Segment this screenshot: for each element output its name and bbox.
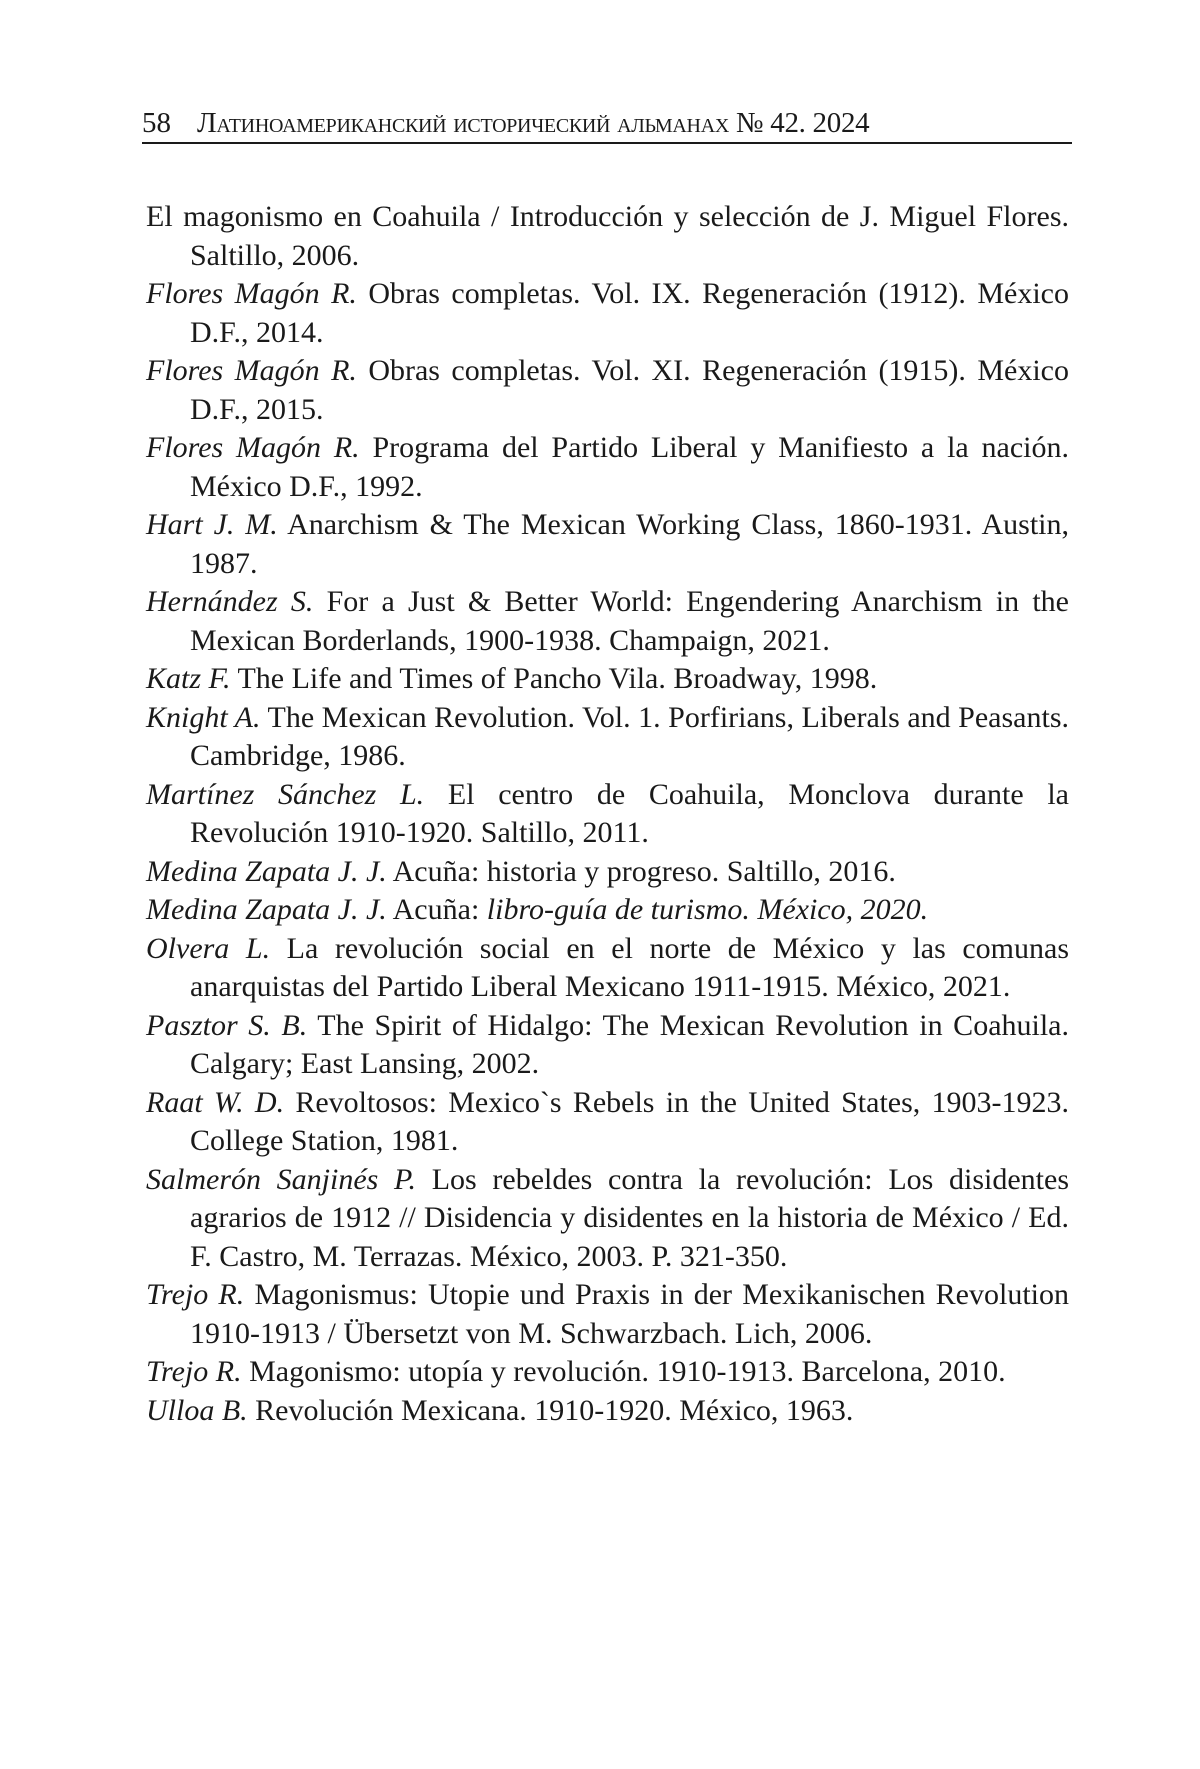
- reference-author: Pasztor S. B.: [146, 1008, 308, 1042]
- reference-author: Martínez Sánchez L.: [146, 777, 425, 811]
- reference-author: Hart J. M.: [146, 508, 278, 541]
- reference-text: Anarchism & The Mexican Working Class, 1860-1931. Austin, 1987.: [190, 508, 1070, 580]
- reference-entry: [146, 429, 1069, 506]
- reference-author: Flores Magón R.: [146, 277, 357, 310]
- reference-text: La revolución social en el norte de México y las comunas anarquistas del Partido Liberal Mexicano 1911-1915. México, 2021.: [190, 931, 1070, 1003]
- reference-author: Flores Magón R.: [146, 354, 357, 387]
- reference-entry: [146, 583, 1069, 660]
- reference-author: Knight A.: [146, 700, 261, 734]
- reference-entry: [146, 660, 1069, 699]
- reference-author: Trejo R.: [146, 1278, 245, 1311]
- reference-text: Programa del Partido Liberal y Manifiesto a la nación. México D.F., 1992.: [190, 431, 1070, 503]
- reference-author: Medina Zapata J. J.: [146, 854, 387, 888]
- reference-entry: [146, 1353, 1069, 1392]
- reference-author: Olvera L.: [146, 931, 271, 965]
- reference-entry: [146, 1161, 1069, 1277]
- reference-entry: [146, 776, 1069, 853]
- reference-text: The Mexican Revolution. Vol. 1. Porfirians, Liberals and Peasants. Cambridge, 1986.: [190, 700, 1069, 772]
- reference-author: Trejo R.: [146, 1355, 242, 1388]
- reference-entry: [146, 506, 1069, 583]
- reference-text: Acuña:: [386, 893, 487, 926]
- reference-author: Katz F.: [146, 662, 231, 695]
- reference-entry: [146, 1276, 1069, 1353]
- reference-entry: [146, 699, 1069, 776]
- reference-author: Ulloa B.: [146, 1393, 248, 1427]
- reference-text: Acuña: historia y progreso. Saltillo, 2016.: [386, 854, 896, 888]
- reference-author: Hernández S.: [146, 585, 314, 618]
- reference-entry: [146, 930, 1069, 1007]
- reference-entry: [146, 275, 1069, 352]
- reference-text: The Life and Times of Pancho Vila. Broadway, 1998.: [230, 662, 878, 695]
- reference-text: For a Just & Better World: Engendering Anarchism in the Mexican Borderlands, 1900-1938. Champaign, 2021.: [190, 585, 1069, 657]
- reference-entry: [146, 853, 1069, 892]
- reference-author: Raat W. D.: [146, 1085, 285, 1119]
- reference-entry: [146, 1084, 1069, 1161]
- reference-text: Magonismo: utopía y revolución. 1910-1913. Barcelona, 2010.: [241, 1355, 1006, 1388]
- reference-entry: [146, 352, 1069, 429]
- running-header: [142, 104, 1072, 144]
- reference-text: Revolución Mexicana. 1910-1920. México, 1963.: [247, 1393, 854, 1427]
- reference-list: [146, 198, 1069, 1430]
- reference-text: Revoltosos: Mexico`s Rebels in the United States, 1903-1923. College Station, 1981.: [190, 1085, 1070, 1157]
- reference-text: Obras completas. Vol. IX. Regeneración (1912). México D.F., 2014.: [190, 277, 1069, 349]
- reference-entry: [146, 891, 1069, 930]
- reference-italic-tail: libro-guía de turismo. México, 2020.: [486, 893, 929, 926]
- reference-author: Medina Zapata J. J.: [146, 893, 387, 926]
- reference-entry: [146, 1007, 1069, 1084]
- reference-author: Salmerón Sanjinés P.: [146, 1162, 416, 1196]
- reference-text: El centro de Coahuila, Monclova durante la Revolución 1910-1920. Saltillo, 2011.: [190, 777, 1069, 849]
- reference-entry: [146, 198, 1069, 275]
- reference-author: Flores Magón R.: [146, 431, 360, 464]
- reference-text: El magonismo en Coahuila / Introducción y selección de J. Miguel Flores. Saltillo, 2006.: [146, 200, 1069, 272]
- journal-title: Латиноамериканский исторический альманах № 42. 2024: [197, 107, 870, 139]
- reference-entry: [146, 1392, 1069, 1431]
- reference-text: Los rebeldes contra la revolución: Los disidentes agrarios de 1912 // Disidencia y disidentes en la historia de México / Ed. F. Castro, M. Terrazas. México, 2003. P. 321-350.: [190, 1162, 1070, 1273]
- reference-text: Obras completas. Vol. XI. Regeneración (1915). México D.F., 2015.: [190, 354, 1069, 426]
- reference-text: Magonismus: Utopie und Praxis in der Mexikanischen Revolution 1910-1913 / Übersetzt von M. Schwarzbach. Lich, 2006.: [190, 1278, 1069, 1350]
- page-number: 58: [142, 107, 171, 139]
- reference-text: The Spirit of Hidalgo: The Mexican Revolution in Coahuila. Calgary; East Lansing, 2002.: [190, 1008, 1069, 1080]
